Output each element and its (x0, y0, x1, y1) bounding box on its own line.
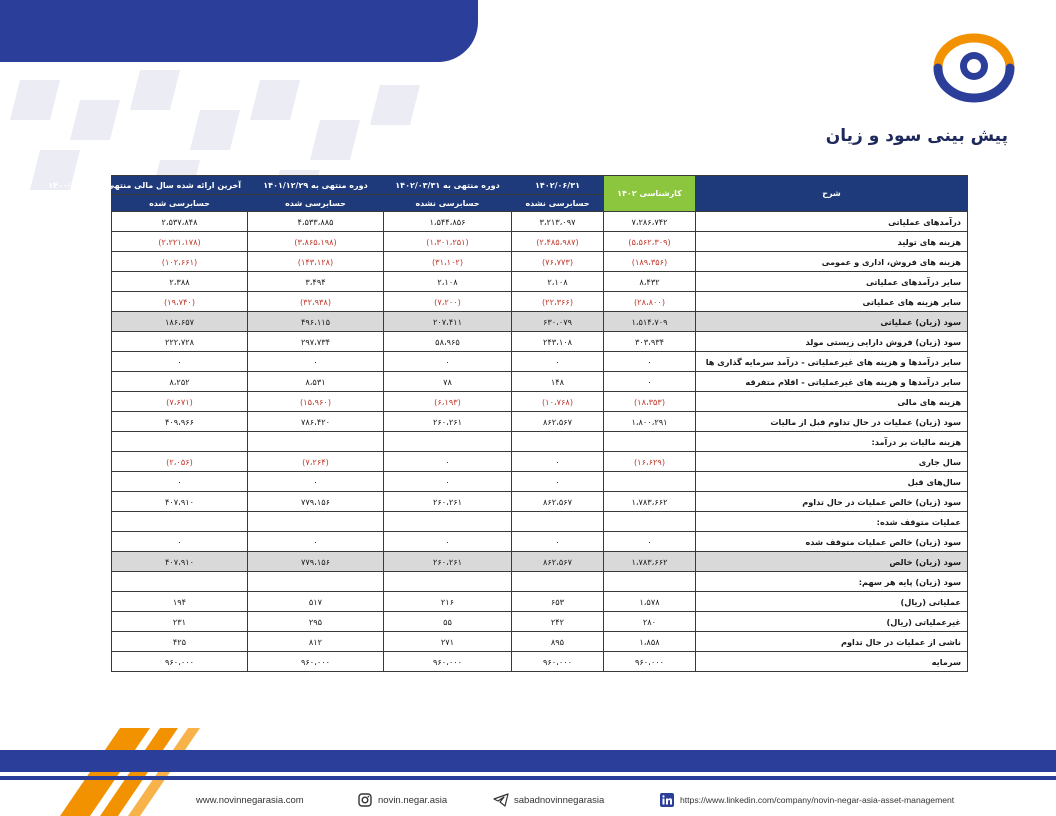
row-value: ۰ (112, 352, 248, 372)
row-value: ۰ (384, 352, 512, 372)
table-row (112, 572, 968, 592)
row-value: ۰ (604, 352, 696, 372)
row-value (604, 432, 696, 452)
row-value: ۷۷۹،۱۵۶ (248, 552, 384, 572)
row-value: ۹۶۰،۰۰۰ (248, 652, 384, 672)
row-label: سود (زیان) خالص عملیات در حال تداوم (696, 492, 968, 512)
row-value: ۰ (112, 532, 248, 552)
row-value: ۹۶۰،۰۰۰ (512, 652, 604, 672)
table-row (112, 352, 968, 372)
table-row (112, 652, 968, 672)
row-label: سایر درآمدهای عملیاتی (696, 272, 968, 292)
row-label: سود (زیان) عملیاتی (696, 312, 968, 332)
row-value (248, 512, 384, 532)
row-value (384, 572, 512, 592)
table-row (112, 212, 968, 232)
telegram-link[interactable]: sabadnovinnegarasia (514, 794, 605, 806)
row-value: ۸۶۲،۵۶۷ (512, 492, 604, 512)
row-value (112, 432, 248, 452)
row-value: ۸،۴۳۲ (604, 272, 696, 292)
row-value: ۲۹۷،۷۳۴ (248, 332, 384, 352)
row-value: ۴۰۹،۹۶۶ (112, 412, 248, 432)
table-row (112, 532, 968, 552)
table-row (112, 372, 968, 392)
linkedin-link[interactable]: https://www.linkedin.com/company/novin-negar-asia-asset-management (680, 795, 955, 805)
footer-band (0, 750, 1056, 772)
row-label: سایر درآمدها و هزینه های غیرعملیاتی - درآمد سرمایه گذاری ها (696, 352, 968, 372)
row-value (604, 572, 696, 592)
row-value: (۱۵،۹۶۰) (248, 392, 384, 412)
row-value: (۱۹،۷۴۰) (112, 292, 248, 312)
row-value: ۸۶۲،۵۶۷ (512, 412, 604, 432)
row-value: (۶،۱۹۳) (384, 392, 512, 412)
row-label: سود (زیان) خالص عملیات متوقف شده (696, 532, 968, 552)
header-period-2: دوره منتهی به ۱۴۰۲/۰۳/۳۱ (384, 176, 512, 195)
row-value: ۱۹۴ (112, 592, 248, 612)
instagram-link[interactable]: novin.negar.asia (378, 794, 448, 806)
header-period-1: ۱۴۰۲/۰۶/۳۱ (512, 176, 604, 195)
row-value: ۵۱۷ (248, 592, 384, 612)
row-value: ۱،۸۵۸ (604, 632, 696, 652)
row-value (512, 432, 604, 452)
row-value: ۲،۳۸۸ (112, 272, 248, 292)
table-row (112, 432, 968, 452)
row-value: ۰ (512, 452, 604, 472)
row-value: ۱،۷۸۳،۶۶۲ (604, 552, 696, 572)
row-value: ۱،۵۷۸ (604, 592, 696, 612)
row-value: ۴،۵۳۳،۸۸۵ (248, 212, 384, 232)
row-value: (۲،۴۸۵،۹۸۷) (512, 232, 604, 252)
table-row (112, 612, 968, 632)
row-value: ۲۱۶ (384, 592, 512, 612)
footer-instagram[interactable] (358, 790, 447, 810)
row-value (384, 432, 512, 452)
row-value (604, 512, 696, 532)
row-label: سایر هزینه های عملیاتی (696, 292, 968, 312)
row-value: ۲۹۵ (248, 612, 384, 632)
row-value: ۳،۴۹۴ (248, 272, 384, 292)
table-row (112, 312, 968, 332)
row-value: ۰ (512, 472, 604, 492)
row-value: (۲،۰۵۶) (112, 452, 248, 472)
row-label: سود (زیان) فروش دارایی زیستی مولد (696, 332, 968, 352)
row-value: (۲۲،۳۶۶) (512, 292, 604, 312)
table-row (112, 512, 968, 532)
row-value: ۰ (512, 532, 604, 552)
top-banner (0, 0, 478, 62)
row-value: ۰ (248, 472, 384, 492)
row-label: هزینه های فروش، اداری و عمومی (696, 252, 968, 272)
row-value: (۷۶،۷۷۳) (512, 252, 604, 272)
table-row (112, 232, 968, 252)
instagram-icon (358, 793, 372, 807)
row-value: ۲۸۰ (604, 612, 696, 632)
row-value: ۲،۱۰۸ (512, 272, 604, 292)
row-value: ۷۷۹،۱۵۶ (248, 492, 384, 512)
row-value: ۲۳۱ (112, 612, 248, 632)
row-label: سرمایه (696, 652, 968, 672)
row-value: ۸۶۲،۵۶۷ (512, 552, 604, 572)
table-row (112, 272, 968, 292)
footer-telegram[interactable] (494, 790, 604, 810)
header-audit-2: حسابرسی نشده (384, 195, 512, 212)
row-value: ۲،۵۳۷،۸۴۸ (112, 212, 248, 232)
row-value: ۰ (512, 352, 604, 372)
header-audit-1: حسابرسی نشده (512, 195, 604, 212)
row-value: ۱،۸۰۰،۲۹۱ (604, 412, 696, 432)
header-expert-1402: کارشناسی ۱۴۰۲ (604, 176, 696, 212)
header-period-3: دوره منتهی به ۱۴۰۱/۱۲/۲۹ (248, 176, 384, 195)
row-value: ۱،۵۱۴،۷۰۹ (604, 312, 696, 332)
row-value: (۳۱،۱۰۲) (384, 252, 512, 272)
row-value: ۲۴۲ (512, 612, 604, 632)
row-value: ۹۶۰،۰۰۰ (604, 652, 696, 672)
row-value: ۲۲۲،۷۲۸ (112, 332, 248, 352)
footer-line (0, 776, 1056, 780)
row-value: (۵،۵۶۲،۳۰۹) (604, 232, 696, 252)
row-value: ۷۸ (384, 372, 512, 392)
row-value: (۳،۸۶۵،۱۹۸) (248, 232, 384, 252)
table-row (112, 592, 968, 612)
header-period-4: آخرین ارائه شده سال مالی منتهی به ۱۴۰۰/۱۲/۲۹ (112, 176, 248, 195)
row-value (512, 512, 604, 532)
company-logo-icon (930, 28, 1018, 104)
row-value: ۴۲۵ (112, 632, 248, 652)
table-row (112, 332, 968, 352)
row-value: ۸۱۲ (248, 632, 384, 652)
row-value: ۷،۲۸۶،۷۴۲ (604, 212, 696, 232)
row-value: (۷،۶۷۱) (112, 392, 248, 412)
table-row (112, 472, 968, 492)
row-value: ۲۰۷،۴۱۱ (384, 312, 512, 332)
row-value: ۰ (384, 532, 512, 552)
row-label: سود (زیان) خالص (696, 552, 968, 572)
row-value (604, 472, 696, 492)
row-value: (۱۴۳،۱۲۸) (248, 252, 384, 272)
row-label: هزینه های تولید (696, 232, 968, 252)
row-label: سود (زیان) عملیات در حال تداوم قبل از مالیات (696, 412, 968, 432)
table-row (112, 452, 968, 472)
row-value: ۲۶۰،۲۶۱ (384, 552, 512, 572)
row-value: (۱۰۲،۶۶۱) (112, 252, 248, 272)
table-row (112, 412, 968, 432)
row-label: ناشی از عملیات در حال تداوم (696, 632, 968, 652)
row-value: ۱۴۸ (512, 372, 604, 392)
row-value: ۱۸۶،۶۵۷ (112, 312, 248, 332)
row-value: ۰ (384, 452, 512, 472)
table-row (112, 492, 968, 512)
row-value: ۵۸،۹۶۵ (384, 332, 512, 352)
row-value: ۲۷۱ (384, 632, 512, 652)
row-value: ۱،۷۸۳،۶۶۲ (604, 492, 696, 512)
row-label: هزینه مالیات بر درآمد: (696, 432, 968, 452)
row-value: ۰ (384, 472, 512, 492)
row-value: (۱،۳۰۱،۲۵۱) (384, 232, 512, 252)
row-value: (۷،۲۰۰) (384, 292, 512, 312)
row-value: (۲،۲۲۱،۱۷۸) (112, 232, 248, 252)
row-label: غیرعملیاتی (ریال) (696, 612, 968, 632)
row-label: سود (زیان) پایه هر سهم: (696, 572, 968, 592)
row-value: (۷،۲۶۴) (248, 452, 384, 472)
table-row (112, 632, 968, 652)
telegram-icon (494, 793, 508, 807)
row-label: عملیات متوقف شده: (696, 512, 968, 532)
row-label: درآمدهای عملیاتی (696, 212, 968, 232)
row-value: (۱۸۹،۳۵۶) (604, 252, 696, 272)
row-value (384, 512, 512, 532)
row-value: ۷۸۶،۴۲۰ (248, 412, 384, 432)
table-row (112, 252, 968, 272)
row-value (112, 572, 248, 592)
page-title: پیش بینی سود و زیان (825, 126, 1008, 146)
row-label: هزینه های مالی (696, 392, 968, 412)
table-row (112, 392, 968, 412)
footer-website[interactable] (196, 790, 304, 810)
row-value: ۴۹۶،۱۱۵ (248, 312, 384, 332)
row-value: ۱،۵۴۴،۸۵۶ (384, 212, 512, 232)
row-value (112, 512, 248, 532)
row-value (512, 572, 604, 592)
table-row (112, 292, 968, 312)
row-value: ۰ (248, 532, 384, 552)
row-value: ۶۵۳ (512, 592, 604, 612)
row-value: ۹۶۰،۰۰۰ (384, 652, 512, 672)
footer-linkedin[interactable] (660, 790, 954, 810)
row-value: (۱۰،۷۶۸) (512, 392, 604, 412)
header-audit-4: حسابرسی شده (112, 195, 248, 212)
row-value: ۲۴۳،۱۰۸ (512, 332, 604, 352)
row-value: ۰ (248, 352, 384, 372)
linkedin-icon (660, 793, 674, 807)
table-row (112, 552, 968, 572)
row-label: عملیاتی (ریال) (696, 592, 968, 612)
row-value: (۳۲،۹۳۸) (248, 292, 384, 312)
row-value: ۴۰۷،۹۱۰ (112, 492, 248, 512)
header-description: شرح (696, 176, 968, 212)
profit-loss-table (48, 175, 968, 672)
row-value: ۸،۲۵۲ (112, 372, 248, 392)
row-value: ۵۵ (384, 612, 512, 632)
row-value: ۰ (604, 532, 696, 552)
row-value: ۸۹۵ (512, 632, 604, 652)
row-label: سایر درآمدها و هزینه های غیرعملیاتی - اقلام متفرقه (696, 372, 968, 392)
row-value: ۰ (112, 472, 248, 492)
row-label: سال‌های قبل (696, 472, 968, 492)
row-value: ۲۶۰،۲۶۱ (384, 412, 512, 432)
row-value: ۰ (604, 372, 696, 392)
row-value (248, 432, 384, 452)
row-value: (۱۸،۳۵۳) (604, 392, 696, 412)
row-value: ۲۶۰،۲۶۱ (384, 492, 512, 512)
row-value: ۹۶۰،۰۰۰ (112, 652, 248, 672)
row-value: ۸،۵۳۱ (248, 372, 384, 392)
row-value: (۲۸،۸۰۰) (604, 292, 696, 312)
row-value: ۶۳۰،۰۷۹ (512, 312, 604, 332)
row-label: سال جاری (696, 452, 968, 472)
website-link[interactable]: www.novinnegarasia.com (196, 794, 304, 806)
row-value: ۳،۲۱۳،۰۹۷ (512, 212, 604, 232)
header-audit-3: حسابرسی شده (248, 195, 384, 212)
row-value: ۴۰۷،۹۱۰ (112, 552, 248, 572)
row-value: (۱۶،۶۲۹) (604, 452, 696, 472)
row-value: ۲،۱۰۸ (384, 272, 512, 292)
row-value (248, 572, 384, 592)
row-value: ۳۰۳،۹۳۴ (604, 332, 696, 352)
